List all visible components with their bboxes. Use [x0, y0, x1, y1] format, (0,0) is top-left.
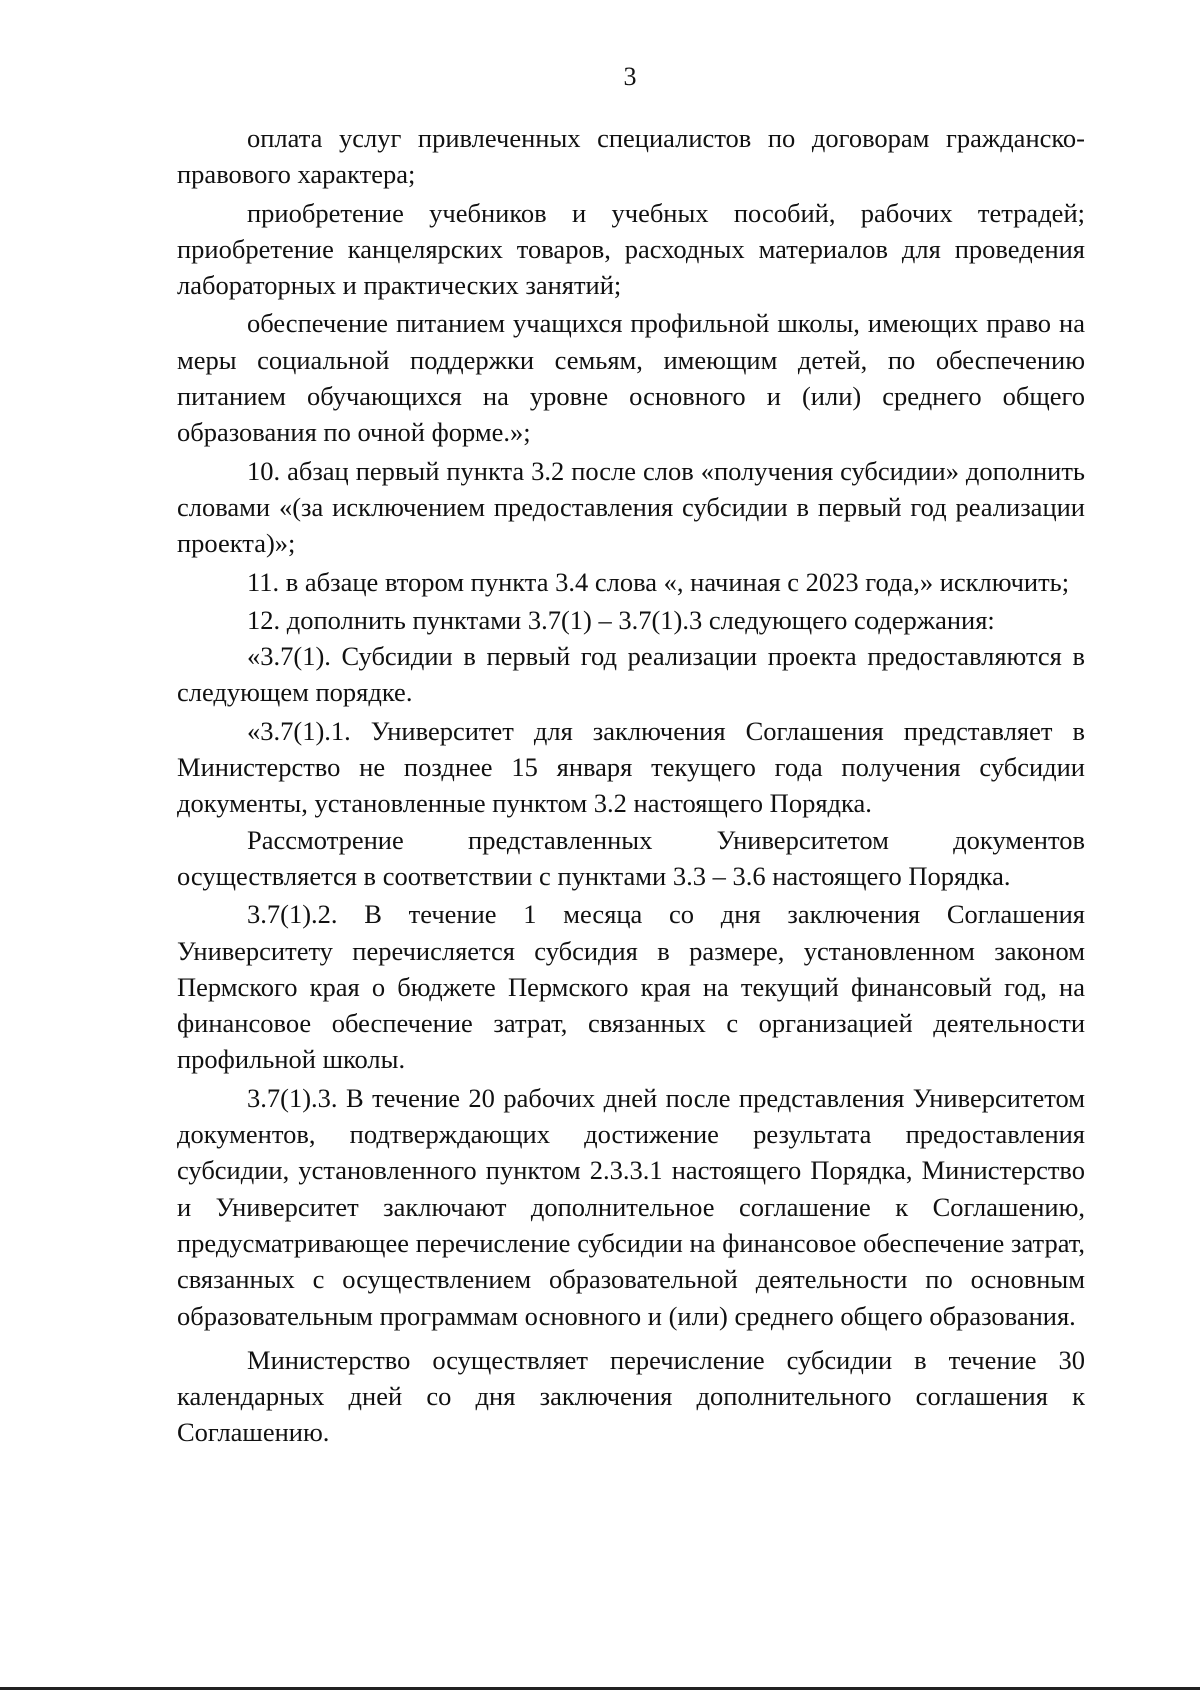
paragraph-item-11: 11. в абзаце втором пункта 3.4 слова «, начиная с 2023 года,» исключить;: [247, 566, 1070, 597]
paragraph-3-7-1-3: 3.7(1).3. В течение 20 рабочих дней после представления Университетом документов, подтверждающих достижение результата предоставления субсидии, установленного пунктом 2.3.3.1 настоящего Порядка, Министерство и Университет заключают дополнительное соглашение к Соглашению, предусматривающее перечисление субсидии на финансовое обеспечение затрат, связанных с осуществлением образовательной деятельности по основным образовательным программам основного и (или) среднего общего образования.: [177, 1082, 1085, 1331]
page-number: 3: [623, 62, 637, 91]
document-body: [177, 120, 1085, 1451]
paragraph-transfer: Министерство осуществляет перечисление субсидии в течение 30 календарных дней со дня заключения дополнительного соглашения к Соглашению.: [177, 1344, 1085, 1448]
paragraph-review: Рассмотрение представленных Университетом документов осуществляется в соответствии с пунктами 3.3 – 3.6 настоящего Порядка.: [177, 824, 1085, 891]
paragraph-3-7-1: «3.7(1). Субсидии в первый год реализации проекта предоставляются в следующем порядке.: [177, 641, 1085, 708]
paragraph-item-12: 12. дополнить пунктами 3.7(1) – 3.7(1).3 следующего содержания:: [247, 604, 995, 635]
paragraph-3-7-1-2: 3.7(1).2. В течение 1 месяца со дня заключения Соглашения Университету перечисляется субсидия в размере, установленном законом Пермского края о бюджете Пермского края на текущий финансовый год, на финансовое обеспечение затрат, связанных с организацией деятельности профильной школы.: [177, 899, 1085, 1075]
paragraph-services-payment: оплата услуг привлеченных специалистов по договорам гражданско-правового характера;: [177, 123, 1085, 190]
paragraph-item-10: 10. абзац первый пункта 3.2 после слов «получения субсидии» дополнить словами «(за исключением предоставления субсидии в первый год реализации проекта)»;: [177, 455, 1085, 559]
paragraph-textbooks: приобретение учебников и учебных пособий, рабочих тетрадей; приобретение канцелярских товаров, расходных материалов для проведения лабораторных и практических занятий;: [177, 197, 1085, 301]
paragraph-meals: обеспечение питанием учащихся профильной школы, имеющих право на меры социальной поддержки семьям, имеющим детей, по обеспечению питанием обучающихся на уровне основного и (или) среднего общего образования по очной форме.»;: [177, 308, 1085, 448]
paragraph-3-7-1-1: «3.7(1).1. Университет для заключения Соглашения представляет в Министерство не позднее 15 января текущего года получения субсидии документы, установленные пунктом 3.2 настоящего Порядка.: [177, 715, 1085, 819]
